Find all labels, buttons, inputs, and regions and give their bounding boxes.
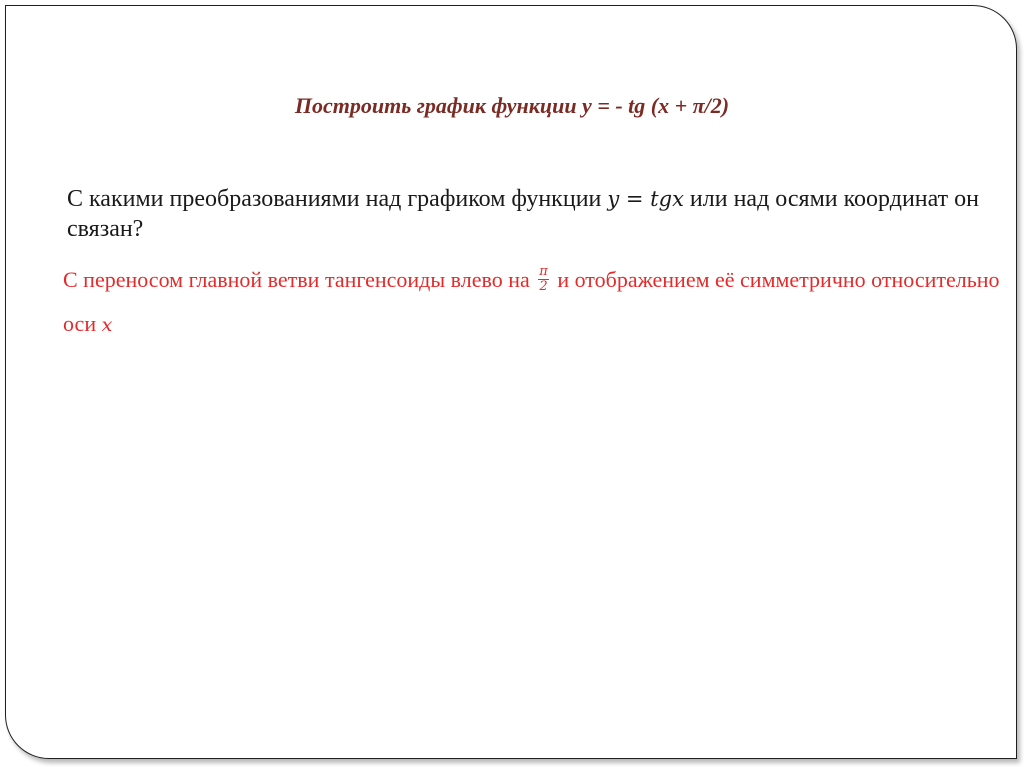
question-paragraph bbox=[67, 184, 987, 244]
fraction-denominator: 2 bbox=[539, 279, 548, 295]
axis-symbol: x bbox=[101, 314, 113, 336]
question-text-end: или над осями координат он связан? bbox=[67, 186, 979, 242]
question-formula: y = tgx bbox=[607, 187, 684, 211]
answer-text-start: С переносом главной ветви тангенсоиды влево на bbox=[63, 267, 536, 292]
question-text-start: С какими преобразованиями над графиком функции bbox=[67, 186, 608, 212]
fraction-numerator: π bbox=[539, 264, 548, 280]
answer-text-end: и отображением её симметрично относительно оси bbox=[63, 267, 1000, 336]
answer-paragraph bbox=[63, 258, 1013, 347]
pi-over-two-fraction bbox=[538, 265, 549, 294]
slide-title: Построить график функции y = - tg (x + π/2) bbox=[294, 93, 730, 118]
